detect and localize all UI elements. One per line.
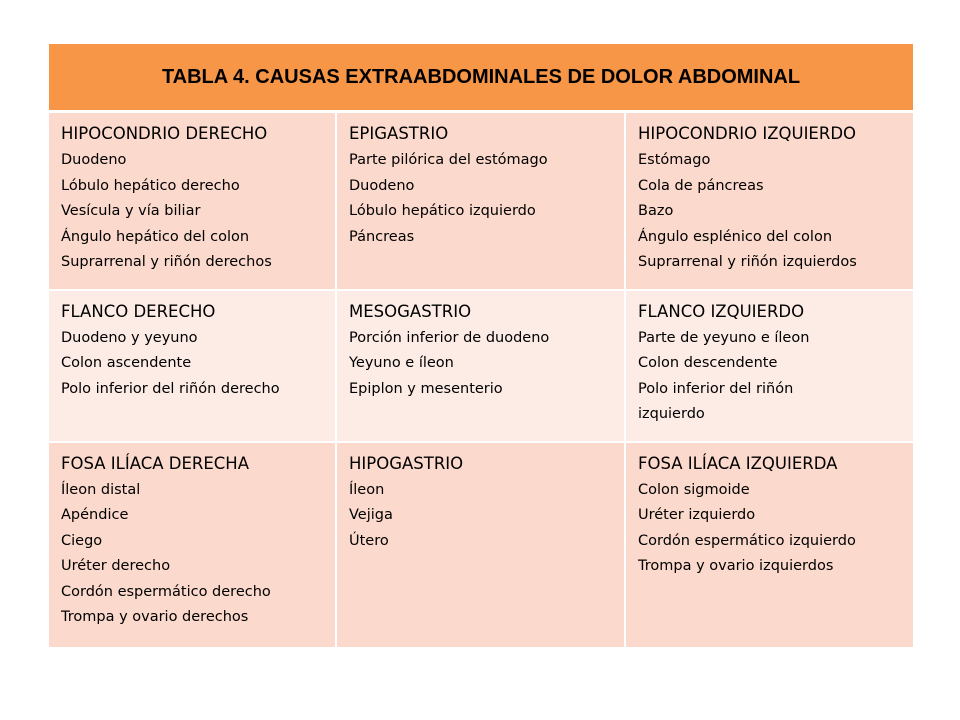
organ-item: Uréter derecho: [61, 558, 171, 574]
organ-item: Íleon distal: [61, 481, 141, 498]
region-cell-fosa-iliaca-derecha: [48, 442, 336, 648]
organ-item: Parte pilórica del estómago: [349, 152, 548, 168]
region-cell-hipocondrio-derecho: [48, 112, 336, 290]
organ-item: Lóbulo hepático izquierdo: [349, 203, 536, 219]
organ-item: Estómago: [638, 152, 711, 168]
organ-list: [349, 478, 618, 555]
table-title: TABLA 4. CAUSAS EXTRAABDOMINALES DE DOLOR ABDOMINAL: [161, 65, 801, 88]
organ-item: Duodeno y yeyuno: [61, 329, 198, 346]
abdominal-regions-table: [47, 42, 915, 649]
organ-item: Porción inferior de duodeno: [349, 329, 550, 346]
organ-list: [61, 478, 329, 631]
organ-list: [638, 148, 907, 276]
organ-list: [61, 148, 329, 276]
organ-item: Páncreas: [349, 228, 415, 245]
region-cell-fosa-iliaca-izquierda: [625, 442, 914, 648]
organ-item: Duodeno: [349, 177, 415, 194]
organ-item: Ángulo esplénico del colon: [638, 228, 833, 245]
table-header-row: [48, 43, 914, 112]
region-name: MESOGASTRIO: [349, 301, 472, 321]
organ-item: Íleon: [349, 481, 385, 498]
table-row: [48, 290, 914, 442]
organ-item: Polo inferior del riñón derecho: [61, 380, 280, 397]
region-name: FLANCO IZQUIERDO: [638, 301, 805, 321]
organ-item: Suprarrenal y riñón derechos: [61, 254, 272, 270]
table-title-cell: [48, 43, 914, 112]
organ-item: Vejiga: [349, 507, 393, 523]
organ-item: Uréter izquierdo: [638, 507, 756, 523]
organ-list: [349, 326, 618, 403]
region-cell-hipocondrio-izquierdo: [625, 112, 914, 290]
organ-list: [638, 326, 907, 428]
organ-item: Colon sigmoide: [638, 481, 750, 498]
organ-item: Cordón espermático derecho: [61, 583, 271, 600]
organ-item: Ángulo hepático del colon: [61, 228, 250, 245]
table-container: [47, 42, 913, 649]
organ-item: Trompa y ovario izquierdos: [638, 558, 834, 574]
organ-item: Yeyuno e íleon: [349, 355, 454, 371]
organ-item: Cordón espermático izquierdo: [638, 532, 856, 549]
organ-item: Colon descendente: [638, 355, 778, 371]
region-name: FOSA ILÍACA DERECHA: [61, 453, 250, 473]
organ-item: Parte de yeyuno e íleon: [638, 329, 810, 346]
organ-item: Útero: [349, 532, 389, 549]
organ-item: Lóbulo hepático derecho: [61, 177, 240, 194]
organ-item: Trompa y ovario derechos: [61, 609, 249, 625]
organ-item: Cola de páncreas: [638, 177, 764, 194]
region-name: HIPOGASTRIO: [349, 453, 464, 473]
organ-list: [349, 148, 618, 250]
organ-item: izquierdo: [638, 406, 705, 422]
organ-item: Epiplon y mesenterio: [349, 380, 503, 397]
organ-item: Vesícula y vía biliar: [61, 203, 201, 219]
organ-item: Polo inferior del riñón: [638, 380, 794, 397]
organ-item: Suprarrenal y riñón izquierdos: [638, 254, 857, 270]
region-cell-hipogastrio: [336, 442, 625, 648]
organ-list: [638, 478, 907, 580]
region-name: FLANCO DERECHO: [61, 301, 216, 321]
region-cell-epigastrio: [336, 112, 625, 290]
organ-item: Ciego: [61, 532, 103, 549]
region-name: FOSA ILÍACA IZQUIERDA: [638, 453, 838, 473]
region-cell-mesogastrio: [336, 290, 625, 442]
region-cell-flanco-izquierdo: [625, 290, 914, 442]
organ-item: Colon ascendente: [61, 355, 192, 371]
region-name: HIPOCONDRIO IZQUIERDO: [638, 124, 857, 143]
table-row: [48, 442, 914, 648]
organ-list: [61, 326, 329, 403]
organ-item: Apéndice: [61, 507, 129, 523]
table-row: [48, 112, 914, 290]
region-cell-flanco-derecho: [48, 290, 336, 442]
region-name: HIPOCONDRIO DERECHO: [61, 124, 268, 143]
organ-item: Bazo: [638, 203, 674, 219]
region-name: EPIGASTRIO: [349, 124, 449, 143]
organ-item: Duodeno: [61, 152, 127, 168]
